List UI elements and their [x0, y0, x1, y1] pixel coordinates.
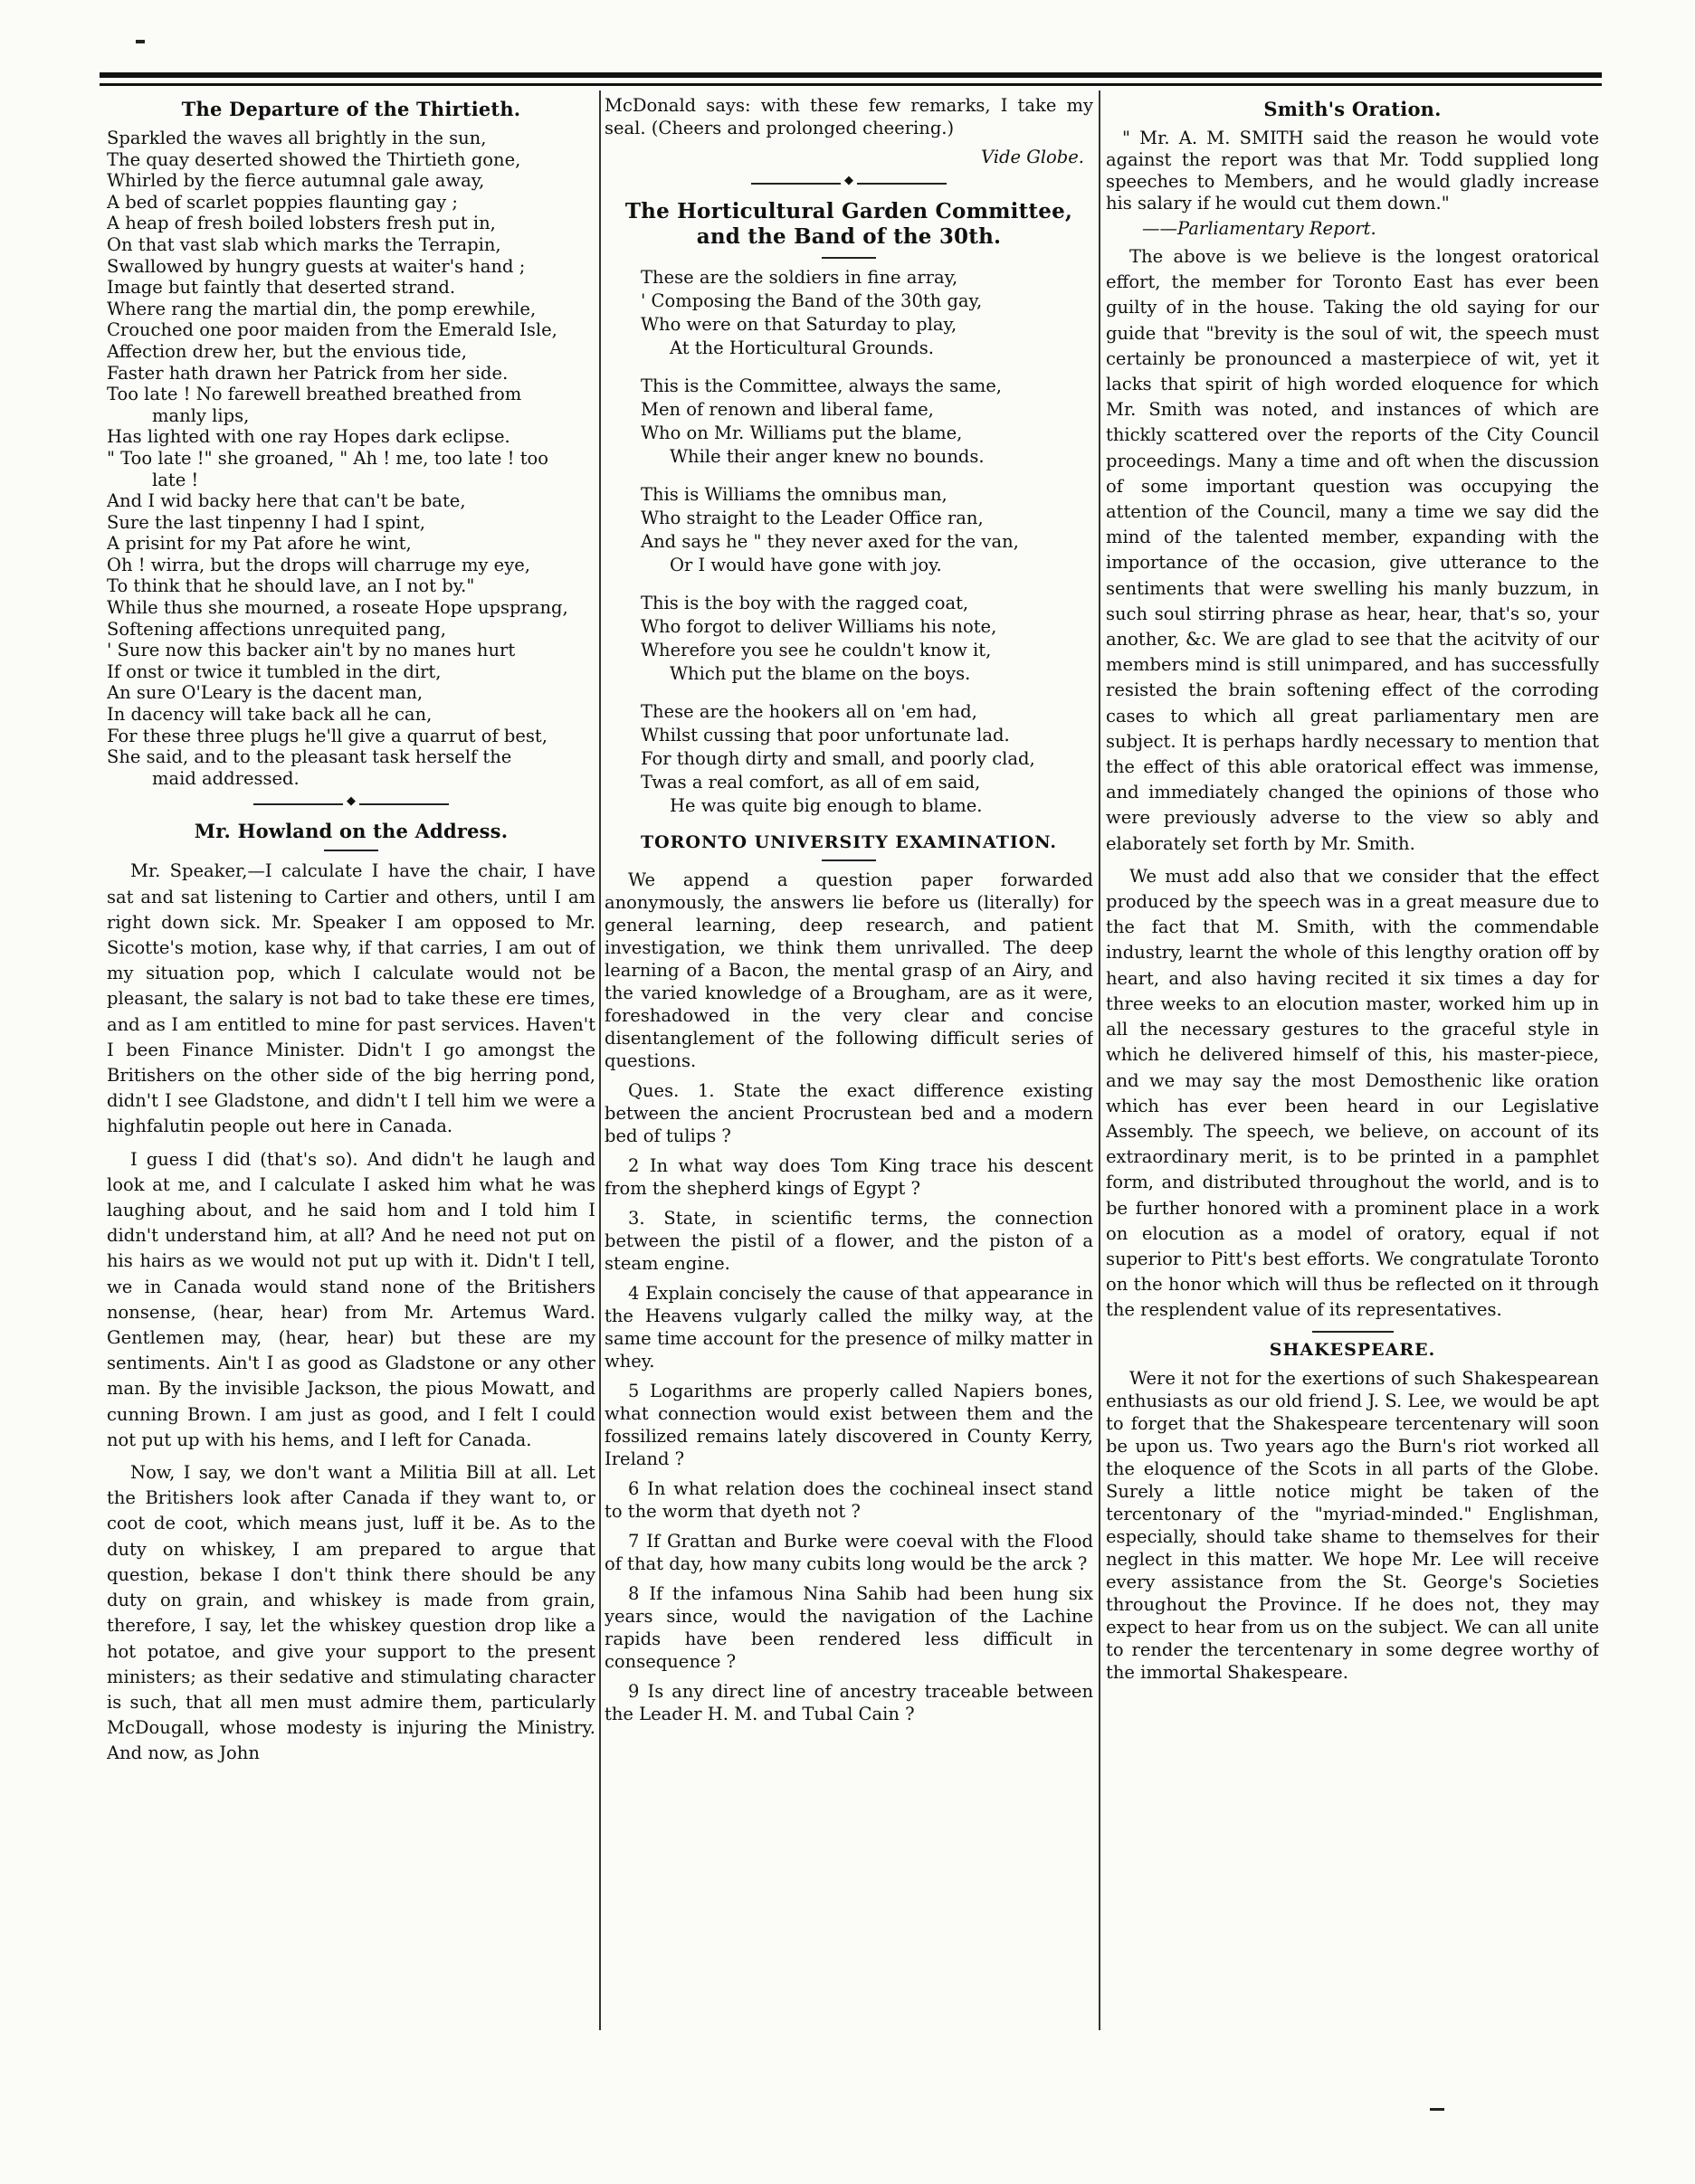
column-1	[107, 94, 595, 2057]
poem-line: On that vast slab which marks the Terrapin,	[107, 233, 501, 255]
header-rule	[100, 72, 1602, 78]
poem-line: Where rang the martial din, the pomp erewhile,	[107, 298, 537, 319]
howland-body	[107, 859, 595, 1766]
poem-line: maid addressed.	[152, 767, 300, 789]
poem-line: Men of renown and liberal fame,	[641, 399, 934, 420]
exam-question: 4 Explain concisely the cause of that appearance in the Heavens vulgarly called the milky way, at the same time account for the presence of milky matter in whey.	[605, 1283, 1093, 1372]
poem-line: If onst or twice it tumbled in the dirt,	[107, 660, 442, 682]
column-2	[605, 94, 1093, 2057]
poem-line: Faster hath drawn her Patrick from her side.	[107, 362, 509, 384]
smith-quote: " Mr. A. M. SMITH said the reason he would vote against the report was that Mr. Todd supplied long speeches to Members, and he would gladly increase his salary if he would cut them down."	[1106, 128, 1599, 214]
section-divider	[605, 176, 1093, 192]
poem-line: Image but faintly that deserted strand.	[107, 277, 456, 299]
poem-line: The quay deserted showed the Thirtieth gone,	[107, 148, 521, 170]
exam-question: 3. State, in scientific terms, the connection between the pistil of a flower, and the piston of a steam engine.	[605, 1208, 1093, 1274]
paragraph: McDonald says: with these few remarks, I take my seal. (Cheers and prolonged cheering.)	[605, 95, 1093, 138]
howland-continuation	[605, 94, 1093, 139]
poem-line: ' Composing the Band of the 30th gay,	[641, 290, 983, 311]
poem-line: A prisint for my Pat afore he wint,	[107, 533, 412, 555]
poem-line: For though dirty and small, and poorly clad,	[641, 748, 1035, 769]
poem-line: Whilst cussing that poor unfortunate lad.	[641, 725, 1010, 745]
paragraph: I guess I did (that's so). And didn't he laugh and look at me, and I calculate I asked him what he was laughing about, and he said hom and I told him I didn't understand him, at all? And he need not put on his hairs as we would not put up with it. Didn't I tell, we in Canada would stand none of the Britishers nonsense, (hear, hear) from Mr. Artemus Ward. Gentlemen may, (hear, hear) but these are my sentiments. Ain't I as good as Gladstone or any other man. By the invisible Jackson, the pious Mowatt, and cunning Brown. I am just as good, and I felt I could not put up with his hems, and I left for Canada.	[107, 1148, 595, 1450]
column-rule-1	[599, 90, 601, 2030]
poem-line: And says he " they never axed for the van,	[641, 531, 1019, 552]
poem-line: Crouched one poor maiden from the Emerald Isle,	[107, 319, 557, 341]
poem-line: This is the boy with the ragged coat,	[641, 593, 969, 613]
title-rule	[822, 859, 876, 861]
poem-line: Swallowed by hungry guests at waiter's hand ;	[107, 255, 526, 277]
horticultural-title: The Horticultural Garden Committee, and the Band of the 30th.	[624, 199, 1073, 249]
howland-source: Vide Globe.	[981, 147, 1084, 167]
stanza	[605, 266, 1093, 360]
poem-line: Oh ! wirra, but the drops will charruge my eye,	[107, 554, 530, 575]
exam-question: Ques. 1. State the exact difference existing between the ancient Procrustean bed and a modern bed of tulips ?	[605, 1080, 1093, 1146]
poem-line: Who were on that Saturday to play,	[641, 314, 957, 335]
poem-line: Whirled by the fierce autumnal gale away,	[107, 170, 485, 192]
exam-question: 9 Is any direct line of ancestry traceable between the Leader H. M. and Tubal Cain ?	[605, 1681, 1093, 1724]
poem-line: Twas a real comfort, as all of em said,	[641, 772, 981, 793]
exam-question: 7 If Grattan and Burke were coeval with the Flood of that day, how many cubits long would be the arck ?	[605, 1531, 1093, 1574]
poem-line: While their anger knew no bounds.	[670, 446, 985, 467]
howland-title: Mr. Howland on the Address.	[194, 820, 509, 843]
departure-poem	[107, 128, 595, 789]
paragraph: The above is we believe is the longest oratorical effort, the member for Toronto East has ever been guilty of in the house. Taking the old saying for our guide that "brevity is the soul of wit, the speech must certainly be pronounced a masterpiece of wit, yet it lacks that spirit of high worded eloquence for which Mr. Smith was noted, and instances of which are thickly scattered over the reports of the City Council proceedings. Many a time and oft when the discussion of some important question was occupying the attention of the Council, many a time we say did the mind of the talented member, expanding with the importance of the occasion, give utterance to the sentiments that were swelling his manly buzzum, in such soul stirring phrase as hear, hear, that's so, your another, &c. We are glad to see that the acitvity of our members mind is still unimpared, and has successfully resisted the brain softening effect of the corroding cases to which all great parliamentary men are subject. It is perhaps hardly necessary to mention that the effect of this able oratorical effect was immense, and immediately changed the opinions of those who were previously adverse to the view so ably and elaborately set forth by Mr. Smith.	[1106, 246, 1599, 854]
paragraph: Mr. Speaker,—I calculate I have the chair, I have sat and sat listening to Cartier and others, until I am right down sick. Mr. Speaker I am opposed to Mr. Sicotte's motion, kase why, if that carries, I am out of my situation pop, which I calculate would not be pleasant, the salary is not bad to take these ere times, and as I am entitled to mine for past services. Haven't I been Finance Minister. Didn't I go amongst the Britishers on the other side of the big herring pond, didn't I see Gladstone, and didn't I tell him we were a highfalutin people out here in Canada.	[107, 860, 595, 1137]
exam-question: 6 In what relation does the cochineal insect stand to the worm that dyeth not ?	[605, 1478, 1093, 1522]
column-3	[1106, 94, 1599, 2057]
shakespeare-title: SHAKESPEARE.	[1269, 1339, 1436, 1360]
print-mark	[136, 40, 145, 43]
title-rule	[324, 850, 378, 851]
poem-line: " Too late !" she groaned, " Ah ! me, too late ! too	[107, 447, 549, 469]
poem-line: ' Sure now this backer ain't by no manes hurt	[107, 640, 516, 661]
stanza	[605, 700, 1093, 818]
poem-line: For these three plugs he'll give a quarrut of best,	[107, 725, 548, 746]
poem-line: Who straight to the Leader Office ran,	[641, 508, 984, 528]
poem-line: Softening affections unrequited pang,	[107, 618, 446, 640]
poem-line: Or I would have gone with joy.	[670, 555, 942, 575]
stanza	[605, 592, 1093, 686]
poem-line: Affection drew her, but the envious tide,	[107, 340, 467, 362]
poem-line: While thus she mourned, a roseate Hope upsprang,	[107, 597, 568, 619]
horticultural-poem	[605, 266, 1093, 818]
exam-question: 8 If the infamous Nina Sahib had been hung six years since, would the navigation of the Lachine rapids have been rendered less difficult in consequence ?	[605, 1583, 1093, 1672]
poem-line: Wherefore you see he couldn't know it,	[641, 640, 992, 660]
poem-line: And I wid backy here that can't be bate,	[107, 490, 466, 512]
poem-line: To think that he should lave, an I not by."	[107, 575, 475, 597]
poem-line: These are the soldiers in fine array,	[641, 267, 958, 288]
column-rule-2	[1099, 90, 1100, 2030]
paragraph: We must add also that we consider that the effect produced by the speech was in a great measure due to the fact that M. Smith, with the commendable industry, learnt the whole of this lengthy oration off by heart, and also having recited it six times a day for three weeks to an elocution master, worked him up in all the necessary gestures to the graceful style in which he delivered himself of this, his master-piece, and we may say the most Demosthenic like oration which has ever been heard in our Legislative Assembly. The speech, we believe, on account of its extraordinary merit, is to be printed in a pamphlet form, and distributed throughout the world, and is to be further honored with a prominent place in a work on elocution as a model of oratory, equal if not superior to Pitt's best efforts. We congratulate Toronto on the honor which will thus be reflected on it through the resplendent value of its representatives.	[1106, 865, 1599, 1321]
poem-line: Sparkled the waves all brightly in the sun,	[107, 128, 487, 148]
poem-line: manly lips,	[152, 404, 250, 426]
section-rule	[1312, 1331, 1394, 1333]
poem-line: Which put the blame on the boys.	[670, 663, 971, 684]
poem-line: Who forgot to deliver Williams his note,	[641, 616, 997, 637]
poem-line: Too late ! No farewell breathed breathed from	[107, 384, 522, 405]
title-rule	[822, 257, 876, 259]
exam-body	[605, 869, 1093, 1725]
poem-line: Sure the last tinpenny I had I spint,	[107, 511, 425, 533]
print-mark	[1430, 2108, 1444, 2111]
shakespeare-body	[1106, 1367, 1599, 1684]
section-divider	[107, 796, 595, 812]
poem-line: In dacency will take back all he can,	[107, 704, 433, 726]
exam-question: 5 Logarithms are properly called Napiers bones, what connection would exist between them and the fossilized remains lately discovered in County Kerry, Ireland ?	[605, 1381, 1093, 1469]
paragraph: Now, I say, we don't want a Militia Bill at all. Let the Britishers look after Canada if they want to, or coot de coot, which means just, luff it be. As to the duty on whiskey, I am prepared to argue that question, bekase I don't think there should be any duty on grain, and whiskey is made from grain, therefore, I say, let the whiskey question drop like a hot potatoe, and give your support to the present ministers; as their sedative and stimulating character is such, that all men must admire them, particularly McDougall, whose modesty is injuring the Ministry. And now, as John	[107, 1462, 595, 1764]
exam-question: 2 In what way does Tom King trace his descent from the shepherd kings of Egypt ?	[605, 1155, 1093, 1199]
poem-line: She said, and to the pleasant task herself the	[107, 746, 512, 768]
poem-line: A heap of fresh boiled lobsters fresh put in,	[107, 213, 496, 234]
poem-line: This is the Committee, always the same,	[641, 375, 1003, 396]
poem-line: At the Horticultural Grounds.	[670, 337, 934, 358]
poem-line: A bed of scarlet poppies flaunting gay ;	[107, 191, 458, 213]
header-rule-thin	[100, 83, 1602, 86]
smith-body	[1106, 244, 1599, 1324]
paragraph: We append a question paper forwarded anonymously, the answers lie before us (literally) for general learning, deep research, and patient investigation, we think them unrivalled. The deep learning of a Bacon, the mental grasp of an Airy, and the varied knowledge of a Brougham, are as it were, foreshadowed in the very clear and concise disentanglement of the following difficult series of questions.	[605, 869, 1093, 1071]
poem-line: An sure O'Leary is the dacent man,	[107, 682, 424, 704]
departure-title: The Departure of the Thirtieth.	[181, 98, 521, 120]
poem-line: He was quite big enough to blame.	[670, 795, 983, 816]
stanza	[605, 483, 1093, 577]
poem-line: late !	[152, 469, 199, 490]
poem-line: This is Williams the omnibus man,	[641, 484, 947, 505]
poem-line: These are the hookers all on 'em had,	[641, 701, 977, 722]
stanza	[605, 375, 1093, 469]
poem-line: Has lighted with one ray Hopes dark eclipse.	[107, 426, 510, 448]
smith-title: Smith's Oration.	[1263, 98, 1442, 120]
smith-source: ——Parliamentary Report.	[1142, 218, 1376, 239]
paragraph: Were it not for the exertions of such Shakespearean enthusiasts as our old friend J. S. Lee, we would be apt to forget that the Shakespeare tercentenary will soon be upon us. Two years ago the Burn's riot worked all the eloquence of the Scots in all parts of the Globe. Surely a little notice might be taken of the tercentonary of the "myriad-minded." Englishman, especially, should take shame to themselves for their neglect in this matter. We hope Mr. Lee will receive every assistance from the St. George's Societies throughout the Province. If he does not, they may expect to hear from us on the subject. We can all unite to render the tercentenary in some degree worthy of the immortal Shakespeare.	[1106, 1367, 1599, 1683]
poem-line: Who on Mr. Williams put the blame,	[641, 423, 963, 443]
exam-title: TORONTO UNIVERSITY EXAMINATION.	[640, 832, 1058, 852]
